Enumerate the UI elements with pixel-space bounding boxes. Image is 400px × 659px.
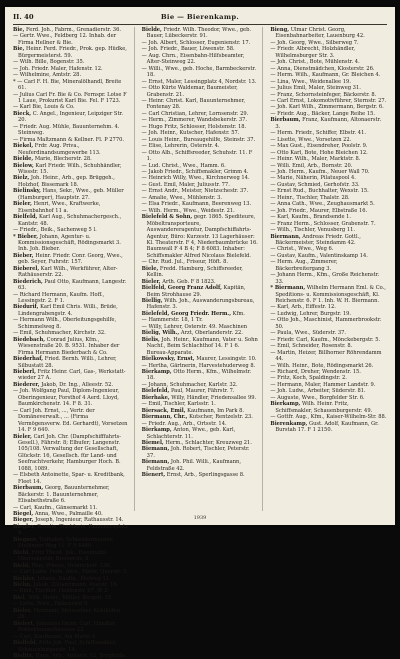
entry-details: — Joh. Heinr., Kutscher, Hafenstr. 57. [141, 130, 240, 137]
entry-details: — Willi. Emil, Arb., Bornstr. 20. [270, 162, 353, 169]
entry-name: Bierkamp, [141, 427, 172, 434]
directory-entry [142, 472, 259, 478]
entry-details: — Hugo Fritz, Schlosser, Holstenstr. 18. [141, 123, 247, 130]
entry-name: Biedebach, [13, 336, 46, 343]
entry-details: Herm., Schlachter, Kreuzweg 21. [165, 440, 252, 446]
directory-entry [13, 434, 130, 473]
directory-entry [142, 27, 259, 40]
entry-name: Bierbaum, [13, 485, 44, 492]
entry-details: Kutscher, Rentzelstr. 23. [189, 414, 253, 421]
directory-entry [13, 188, 130, 201]
entry-details: — Joh. Wolfgang Paul, Diplom-Ingenieur, Oberingenieur, Forsthof 4 Aerd. Lloyd, Baumkirchenstr. 14. F 8. 31. [13, 388, 120, 408]
entry-details: — Karl, Arb., Eiffestr. 12. [270, 304, 336, 311]
directory-entry [142, 266, 259, 279]
entry-details: — Wilh. Heinr., Bote, Rödingsmarkt 26. [270, 362, 374, 369]
entry-name: Biehl, [13, 549, 31, 556]
entry-name: Biemel, [141, 440, 164, 446]
entry-details: — Jakob Friedr., Schiffsmakler, Grimm 4. [141, 168, 249, 175]
entry-details: Andreas Friedr. Gottl., Bäckermeister, Steindamm 42. [275, 233, 361, 246]
entry-details: — Ludwig, Lehrer, Burgstr. 19. [270, 310, 352, 317]
entry-details: — Julius Emil, Maler, Steinweg 31. [270, 85, 361, 92]
directory-entry [13, 279, 130, 292]
directory-entry [13, 46, 130, 59]
entry-details: — Elsa Friedr., Kaufmann, Beerenweg 13. [141, 201, 252, 208]
entry-name: Bielert, [13, 620, 35, 627]
entry-name: Biermann, Chr., [141, 414, 188, 421]
entry-details: — Joh. Georg, Wwe., Silberweg 7. [270, 39, 359, 46]
entry-name: Bienert, [141, 472, 166, 479]
entry-details: — Carl, Kaufmann, Am Markt 4. [13, 633, 97, 640]
entry-details: — Hammerstr. 18, 1 Tr. [141, 317, 203, 324]
entry-name: Bielfeld, Georg Franz Adolf, [141, 285, 222, 292]
entry-name: Bieberl, [13, 369, 36, 376]
entry-details: — Gottfr. Aug., Kfm., Kaiser-Wilhelm-Str. 88. [270, 414, 387, 421]
directory-entry [142, 53, 259, 66]
entry-details: Kaufmann, Im Park 8. [187, 407, 245, 414]
entry-details: — Wilh. Bille, Bogenstr. 35. [13, 59, 85, 66]
entry-name: Bielow, [13, 162, 34, 169]
entry-name: Biehler, [13, 575, 36, 582]
entry-details: Jakob, Dr. Ing., Alleestr. 52. [41, 381, 114, 388]
entry-details: Fritz Heinr. Carl, Gas-, Werkstatt- wieder 27 A. [18, 369, 126, 382]
entry-name: Bieng, [270, 27, 290, 33]
entry-details: — Paula, Wwe., Süderstr. 37. [270, 330, 346, 337]
entry-details: — Friedr., Beik., Sachenweg 5 l. [13, 227, 97, 234]
directory-entry [13, 201, 130, 214]
entry-details: — Chr. Rud. Jul., Friseur, Höft. 8. [141, 259, 229, 266]
entry-details: Friedr. Wilh. Theodor, Wwe., geb. Bauer, Lübeckerstr. 91. [146, 27, 252, 40]
entry-details: Hans, Arb., Amtsstr. 12, Borgfelde. [35, 652, 127, 659]
entry-details: — Friedr. Aug., Arb., Ortsstr. 14. [141, 420, 227, 427]
entry-details: — Elise, Lehrerin, Osterstr. 4. [141, 143, 220, 150]
entry-details: Willy, Händler, Friedensallee 99. [171, 394, 257, 401]
entry-details: — Willi., Wwe., geb. Hoche, Barmbeckerstr. 18. [141, 65, 256, 79]
directory-entry [13, 621, 130, 634]
entry-details: — Emil, Schneider, Rosenstr. 8. [270, 343, 353, 350]
entry-details: — Joh. Ludw., Arbeiter, Süderstr. 81. [270, 388, 366, 395]
entry-details: — Richard Hermann, Kaufm. Hoff., Lessingstr. 2. F 1. [13, 291, 105, 305]
entry-name: Biel, [13, 594, 27, 601]
entry-details: — Aug. Chrn., Eisenbahn-Hilfsbeamter, Alter-Steinweg 22. [141, 52, 245, 66]
directory-entry [13, 472, 130, 485]
entry-name: Bieler, [13, 433, 32, 440]
entry-name: Bieck, [13, 110, 32, 117]
entry-name: Bielig, Wilh., [141, 330, 180, 337]
directory-entry [142, 369, 259, 382]
entry-details: — Amalie, Wwe., Mühlenstr. 3. [141, 194, 222, 201]
entry-details: Johannes Heinr. Carl, Händler, Rothenbaumchaussee 22. [18, 620, 117, 634]
entry-details: — Anna, Dienstmädchen, Klosterstr. 26. [270, 65, 375, 72]
directory-entry [270, 272, 387, 285]
directory-entry [142, 427, 259, 440]
directory-entry [142, 285, 259, 298]
entry-details: C. Angel., Ingenieur, Leipziger Str. 20. [18, 110, 124, 124]
entry-details: — Emil, Tischler, Heidenstr. 67. W 2. [13, 588, 110, 595]
entry-details: Anton, Wwe., geb. Karl, Schlachterstr. 11. [146, 427, 236, 440]
entry-details: — Carl, Kaufm., Gänsemarkt 11. [13, 504, 98, 511]
entry-details: Fredd. Hamburg, Schiffsreeder, Kellin. [146, 265, 243, 279]
entry-name: Bielefeld, Georg Friedr. Herm., [141, 310, 232, 317]
directory-entry [13, 550, 130, 563]
footer-signature: 1939 [193, 515, 207, 521]
directory-entry [142, 85, 259, 98]
entry-details: — Fritz, Koch, Spaldingstr. 2. [270, 375, 347, 382]
entry-details: Pius, Winzer, Heinrichstr. 136. [31, 562, 112, 569]
entry-details: Karl Friedr. Wilh., Schuhhändler, Wissstr. 15. [18, 162, 122, 175]
directory-entry [13, 79, 130, 92]
entry-details: — Max Gust., Eisendreher, Poolstr. 9. [270, 143, 368, 150]
entry-details: — Lud. Christ., Wwe., Hamm. 6. [141, 162, 226, 169]
entry-details: — Wilhelmine, Amtstr. 28. [13, 72, 82, 79]
entry-name: Biemann, [141, 459, 170, 466]
entry-details: — Wilh., Tischler, Venusberg 11. [270, 227, 355, 234]
entry-details: Arth. Geb. F 8 1823. [162, 278, 216, 285]
entry-details: — Franz Herm., Schlosser, Grabenstr. 7. [270, 220, 376, 227]
entry-name: Biedurif, [13, 304, 39, 311]
entry-details: Jakob, Zollamtmann, Poststr. 16. [33, 581, 119, 588]
entry-details: — Joh. Albert, Schlosser, Eugenienstr. 17. [141, 39, 251, 46]
entry-details: Gust. Adolf, Kaufmann, Gr. Burstah 17. F 1 2150. [275, 420, 379, 434]
entry-details: — Anna Cath., Wwe., Zeughausmarkt 5. [270, 201, 375, 208]
directory-entry [13, 143, 130, 156]
entry-name: Bierhake, [141, 394, 170, 401]
entry-details: Maurer, Lessingstr. 10. [196, 356, 257, 363]
entry-details: — Martin, Heizer, Billhorner Röhrendamm 44. [270, 349, 382, 363]
entry-name: Bierenkamp, [270, 420, 308, 427]
entry-name: Bieber, [13, 252, 34, 259]
entry-details: Arzt, Oberlanderstr. 22. [180, 330, 243, 337]
entry-details: — Louis Heinr., Bureaugehilfe, Steinstr. 37. [141, 136, 256, 143]
entry-details: Georg, Bauunternehmer, Bäckerstr. 1. Bauunternehmer, Elisabethstraße 6. [18, 485, 110, 505]
entry-name: Biellig, [141, 298, 163, 305]
entry-name: Biersack, Emil, [141, 407, 186, 414]
directory-entry [13, 524, 130, 537]
entry-details: — Hermann Wilh., Oberleitungsgehilfe, Schimmelweg 8. [13, 317, 117, 330]
directory-entry [142, 446, 259, 459]
entry-details: — Gertr. Wwe., Feldberg 12. Inhab. der Firma Hellner & Bie. [13, 33, 117, 46]
entry-name: Bierkamp, [141, 369, 172, 376]
entry-details: — Otto Joh., Maschinist, Hammerbrookstr. 50. [270, 317, 382, 330]
directory-entry [13, 653, 130, 659]
entry-details: — Carl Ludw. Fedn. Alex., Maler, Querstr. 5. [13, 569, 128, 576]
directory-entry [13, 485, 130, 504]
entry-name: Bielde, [13, 156, 34, 163]
entry-details: — Ernst Rud., Buchhalter, Wexstr. 15. [270, 188, 369, 195]
directory-entry [270, 259, 387, 272]
directory-entry [13, 234, 130, 253]
entry-details: — Heinr., Tischler, Thalstr. 28. [270, 194, 350, 201]
entry-details: — Hertha, Gärtnerin, Harvestehuderweg 8. [141, 362, 256, 369]
entry-details: — Franz, Schornsteinfeger, Bäckerstr. 8. [270, 91, 377, 98]
directory-entry [13, 304, 130, 317]
directory-entry [270, 285, 387, 304]
entry-details: Fritz Theod. Jak., Eisenbahn-Obersekretär, Bremerstr. 8. [18, 549, 108, 563]
entry-name: Bielefeld, [141, 388, 170, 395]
entry-name: * Biermann, [270, 285, 306, 292]
entry-details: — Otto Kürte Waldemar, Baumeister, Grabenstr. 21. [141, 85, 238, 98]
entry-details: Karl Aug., Schuhmachergesch., Kantstr. 48. [18, 214, 122, 227]
entry-name: Bie, [13, 46, 25, 53]
entry-details: — Gust. Emil, Maler, Juliusstr. 77. [141, 181, 230, 188]
entry-details: — Joh. Friedr., Maurer, Elbstraße 16. [270, 207, 368, 214]
header-rule [13, 24, 387, 25]
entry-name: Biele, [141, 265, 159, 272]
entry-details: — Joh. Herm., Kaufm., Neuer Wall 70. [270, 168, 370, 175]
entry-name: Biemann, [141, 446, 170, 453]
entry-details: — Christ., Wwe., Weg 6. [270, 246, 334, 253]
entry-name: Biegler, [13, 523, 36, 530]
directory-entry [13, 640, 130, 653]
entry-name: Bie, [13, 27, 25, 33]
entry-details: — Emil, Schuhmacher, Kirchstr. 32. [13, 330, 106, 337]
entry-details: — Herm., Zimmerer, Wandsbekerstr. 37. [141, 117, 247, 124]
entry-details: Ulmar Christ. Georg, Eisenbahnarbeiter, Lauenburg 42. [275, 27, 365, 40]
directory-entry [270, 317, 387, 330]
entry-details: Karl Wilh., Werkführer, Alter-Rathäuserstr. 22. [18, 265, 118, 279]
directory-entry [142, 298, 259, 311]
entry-details: — Gustav, Schmied, Gerhofstr. 33. [270, 181, 360, 188]
entry-details: Joh. Heinr., Arb., gep. Brüggeh., Holzhof, Bissemark 18. [18, 175, 115, 188]
entry-details: — Friedr. Aug., Bäcker, Lange Reihe 15. [270, 110, 376, 117]
entry-details: — Joh. Karl Wilh., Zimmermann, Bergstr. 6. [270, 104, 384, 111]
directory-entry [270, 421, 387, 434]
entry-details: — Joh. Friedr., Bauer, Löwenstr. 58. [141, 46, 235, 53]
entry-details: Fritz Joh. Paul, Schiffsmakler, Schauenburgerstr. 14. [18, 640, 117, 653]
directory-entry [13, 292, 130, 305]
directory-entry [13, 408, 130, 434]
entry-details: gegr. 1865. Spediteure, Möbeltransporteure, Auswandereragentur, Dampfschiffahrts-Agentur, Büro: Kurzestr. 13 Lagerhäuser: Kl. Theaterstr. F 4, Niederbaumbrücke 16. Baumwall F 4 B 4; F 8 6083. Inhaber: Schiffsmakler Alfred Nicolaus Bielefeld. [146, 214, 258, 259]
directory-entry [13, 337, 130, 356]
directory-entry [13, 163, 130, 176]
entry-details: — Wilh. Herm., Wwe., Weidestr. 21. [141, 207, 235, 214]
entry-details: — Elsbeth Antoinette, Spar- u. Kreditbank, Fleet 14. [13, 472, 125, 485]
column-3 [270, 27, 387, 511]
entry-details: Ernst, Arb., Sperlingsgasse 8. [166, 472, 245, 479]
entry-details: — Marie, Näherin, Pilatuspool 4. [270, 175, 356, 182]
entry-details: — Heinr. Christ. Karl, Bauunternehmer, Fontenay 28. [141, 97, 246, 111]
entry-details: — Herm. Wilh., Kaufmann, Gr. Bleichen 4. [270, 72, 381, 79]
entry-details: — Herm. Friedr., Schiffer, Elbstr. 41. [270, 130, 366, 137]
entry-name: Biegner, [13, 536, 38, 543]
entry-details: — Hermann, Maler, Hammer Landstr. 9. [270, 381, 376, 388]
entry-name: Biederich, [13, 278, 43, 285]
directory-entry [13, 356, 130, 369]
entry-details: Karl Emil Chris. Willi., Brüde, Lindengrabengstr. 4. [18, 304, 118, 317]
entry-name: Bielfeld, [13, 214, 38, 221]
entry-details: — Ernst Andr., Meister, Nietzschestr. 37. [141, 188, 249, 195]
page-title: Bie — Bierenkamp. [160, 13, 240, 21]
directory-entry [13, 608, 130, 621]
entry-details: Joh. Heinr., Kaufmann, Vater u. Sohn Nachf., Beim Schlachthof 14. F 1 6. Bureau-Apparate. [146, 336, 258, 356]
entry-details: — Johann Herm., Kfm., Große Reichenstr. 33. [270, 272, 380, 285]
entry-name: Bielde, [141, 27, 162, 33]
directory-entry [142, 98, 259, 111]
entry-details: Heinr. Friedr. Conr. Georg, Wwe., geb. Seyer, Fuhrstr. 157. [18, 252, 123, 266]
entry-details: Paul Otto, Kaufmann, Langestr. 63. [18, 278, 127, 292]
entry-details: Frdr. Aug. Priva., Neuferdinandsumgewerbe 113. [18, 143, 101, 156]
entry-details: Conrad Julius, Kfm., Wiesenstraße 20. B. 9531. Inhaber der Firma Hermann Biederbach & Co. [18, 336, 120, 356]
entry-name: * Bieber, [13, 233, 39, 240]
entry-details: — Johann, Schuhmacher, Karlstr. 32. [141, 381, 238, 388]
entry-details: — Gustav, Kaufm., Valentinskamp 14. [270, 252, 368, 259]
entry-details: — Herm. Aug., Zimmerer, Bäckerbreitergang 3. [270, 259, 338, 272]
entry-details: Teilhaber, Schneidermeister, Stellinger Weg 11. F 9 4469. [18, 536, 114, 550]
entry-details: Johann, Kaufm., Hofweg 11. [37, 575, 111, 582]
entry-name: Biegel, [13, 510, 34, 517]
entry-details: — Lina, Wwe., Weidenallee 19. [270, 78, 351, 85]
directory-entry [13, 537, 130, 550]
entry-details: Franz, Kaufmann, Altonaerstr. 3. [275, 117, 382, 130]
page-number: II. 40 [13, 13, 34, 21]
entry-details: Joh. Robert, Tischler, Peterstr. 37. [146, 446, 250, 459]
directory-entry [13, 369, 130, 382]
directory-entry [13, 111, 130, 124]
entry-name: Bieger, [13, 517, 34, 524]
entry-details: — Karl, Kaufm., Brandsende 1. [270, 214, 352, 221]
entry-details: Hermann, Steinsetzer, Kohlhöfen 26. [18, 607, 121, 621]
directory-entry [270, 117, 387, 130]
directory-entry [270, 350, 387, 363]
directory-entry [270, 234, 387, 247]
entry-details: — Lotte, Wwe., Falkenried 9. [13, 601, 89, 608]
entry-name: Bielz, [13, 175, 30, 182]
entry-details: — Julius Carl Fr. Bie & Co. Fernspr. Lotse F 1 Laue, Prokurist Karl Bie. Fel. F 1723. [13, 91, 127, 104]
entry-details: — Joh. Friedr. Maler, Hafenstr. 12. [13, 65, 103, 72]
entry-details: Wilh. Joh., Auswanderungsbureau, Hafenstr. 3. [146, 298, 255, 311]
directory-page [5, 7, 395, 659]
entry-name: Bieler, [13, 607, 32, 614]
entry-details: Anna, Wwe., Palmaille 40. [34, 510, 103, 517]
directory-entry [142, 337, 259, 356]
entry-details: Joseph, Ingenieur, Rathausstr. 14. [35, 517, 124, 524]
directory-entry [270, 27, 387, 40]
entry-details: Ferd. Joh., Fabrm., Grenadierstr. 36. [26, 27, 121, 33]
directory-entry [13, 317, 130, 330]
directory-entry [270, 401, 387, 414]
entry-details: Kfm. [232, 310, 245, 317]
entry-details: — Emil, Tischler, Karlsstr. 1. [141, 401, 216, 408]
entry-details: Kapitän, Beim Strohhause 29. [146, 285, 246, 298]
entry-details: Johann, Agentur- u. Kommissionsgeschäft, Rödingsmarkt 3. Inh. Joh. Bieber. [18, 233, 121, 253]
entry-details: — Joh. Christ., Bote, Mühlenstr. 4. [270, 59, 360, 66]
entry-details: — Friedr. Carl, Kaufm., Mönckebergstr. 5. [270, 336, 381, 343]
entry-details: Rosalie, Tischlerin, Ramenersplatz 4. [18, 523, 128, 537]
entry-name: Biekel, [13, 143, 34, 150]
directory-entry [13, 92, 130, 105]
entry-name: Bieler, [13, 201, 32, 208]
entry-details: — Carl Ernst, Lokomotivführer, Sternstr. 27. [270, 97, 387, 104]
entry-name: Bierkamp, [270, 401, 301, 408]
entry-details: Joh. Phil. Willi., Kaufmann, Feldstraße 42. [146, 459, 241, 472]
entry-details: Wilh. Heinr. Fritz, Schiffsmakler, Schauenburgerstr. 49. [275, 401, 373, 414]
entry-details: — Otto Alb., Schiffsreeder, Schuhstr. 11. F 1. [141, 149, 253, 163]
entry-details: — Friedr. Aug. Mühle, Bauunternehm. 4. Steinweg. [13, 123, 120, 137]
entry-details: * — Carl F. H. Bie, Mineralölhandl, Breite 61. [13, 78, 122, 92]
entry-details: Carl Joh. Chr. (Dampfschifffahrts-Gesell.), Fährstr. 8; Elbufer; Langenstr. 105/108. Verwaltung der Gesellschaft, Glückstr. 16, Gesellsch. für Land- und Seefrachtverkehr, Hamburger Hoch. B. 1088, 1089. [18, 433, 121, 472]
entry-name: Bielfeld, [13, 640, 38, 647]
entry-name: Bieberel, [13, 265, 40, 272]
column-2 [142, 27, 264, 511]
entry-details: — Richard, Dreher, Wendenstr. 15. [270, 369, 361, 376]
entry-name: Bielinsky, [13, 188, 41, 195]
directory-entry [13, 175, 130, 188]
entry-details: — Willy, Lehrer, Osterstr. 49. Maschinen [141, 323, 248, 330]
entry-name: Bielkowsky, Ernst, [141, 356, 195, 363]
entry-details: Heinr. Ferd. Friedr., Prok. gep. Hüdke, Bürgermeisterst. 59. [18, 46, 127, 59]
entry-name: Bierbaum, [270, 117, 301, 124]
entry-details: — Carl Joh. Ernst, ..., Vertr. der Domäneverwalt., ... (Firma Vermögensverw. Ed. Gerhardt), Vorsetzen 14. F 9 640. [13, 407, 128, 434]
column-1 [13, 27, 135, 659]
directory-entry [142, 214, 259, 259]
entry-details: — Lisette, Wwe., Vorsetzen 22. [270, 136, 352, 143]
entry-details: Wilhelm Hermann Eml. & Co., Speditions- u. Kommissionsgeschäft, Kl. Reichenstr. 6. F 1. Inh. W. H. Biermann. [275, 285, 386, 305]
entry-details: Fried. Bernh. Willi., Lehrer, Silbustatt 28. [18, 356, 117, 369]
directory-entry [142, 459, 259, 472]
entry-name: Bielitz, [13, 652, 34, 659]
directory-entry [142, 66, 259, 79]
page-header [5, 13, 395, 23]
entry-details: Otto Herm., Kfm., Wilhelmstr. 18. [146, 369, 252, 382]
entry-details: Henri, Wwe., Kraftwerke, Eisenbahnhof 11 a. [18, 201, 101, 214]
directory-entry [142, 150, 259, 163]
entry-name: Biederer, [13, 381, 40, 388]
entry-details: — Heinr. Wilh., Maler, Marktstr. 8. [270, 156, 361, 163]
entry-name: Biederhaf, [13, 356, 44, 363]
entry-details: Hans, Sekr., Wwe., geb. Müller (Hamburger), Hauptstr. 27. [18, 188, 124, 201]
entry-details: — Carl Christian, Lehrer, Lornsenstr. 29. [141, 110, 249, 117]
directory-entry [13, 388, 130, 407]
entry-details: — Otto Karl, Bote, Hohe Bleichen 12. [270, 149, 368, 156]
entry-name: Bieler, [141, 278, 161, 285]
directory-entry [13, 253, 130, 266]
entry-details: — Heinrich Willy, Wwe., Kirchnerweg 14. [141, 175, 250, 182]
entry-name: Bielefeld & Sohn, [141, 214, 193, 221]
directory-entry [13, 33, 130, 46]
entry-details: — Karl Bie, Louis & Co. [13, 104, 75, 111]
directory-entry [270, 46, 387, 59]
entry-details: — Friedr. Albrecht, Holzhändler, Wilhelmsburger Str. 3. [270, 46, 356, 59]
entry-details: — Auguste, Wwe., Borgfelder Str. 6. [270, 394, 365, 401]
entry-details: Marie, Blecherstr. 28. [34, 156, 92, 163]
entry-name: Biehl, [13, 562, 31, 569]
entry-details: — Ernst, Maler, Lessingplatz 4, Nordstr. 13. [141, 78, 257, 85]
entry-details: Wilh. Heinr., Müller, Bergstr. 15. [27, 594, 113, 601]
entry-details: Paul, Maurer, Fährstr. 7. [170, 388, 235, 395]
entry-details: — Firma Maltzmann & Kellner. Fl. P 2770. [13, 136, 125, 143]
directory-entry [13, 266, 130, 279]
entry-name: Biehn, [13, 581, 32, 588]
directory-entry [13, 124, 130, 137]
entry-name: Bielis, [141, 336, 160, 343]
entry-name: Biermann, [270, 233, 301, 240]
directory-entry [13, 214, 130, 227]
